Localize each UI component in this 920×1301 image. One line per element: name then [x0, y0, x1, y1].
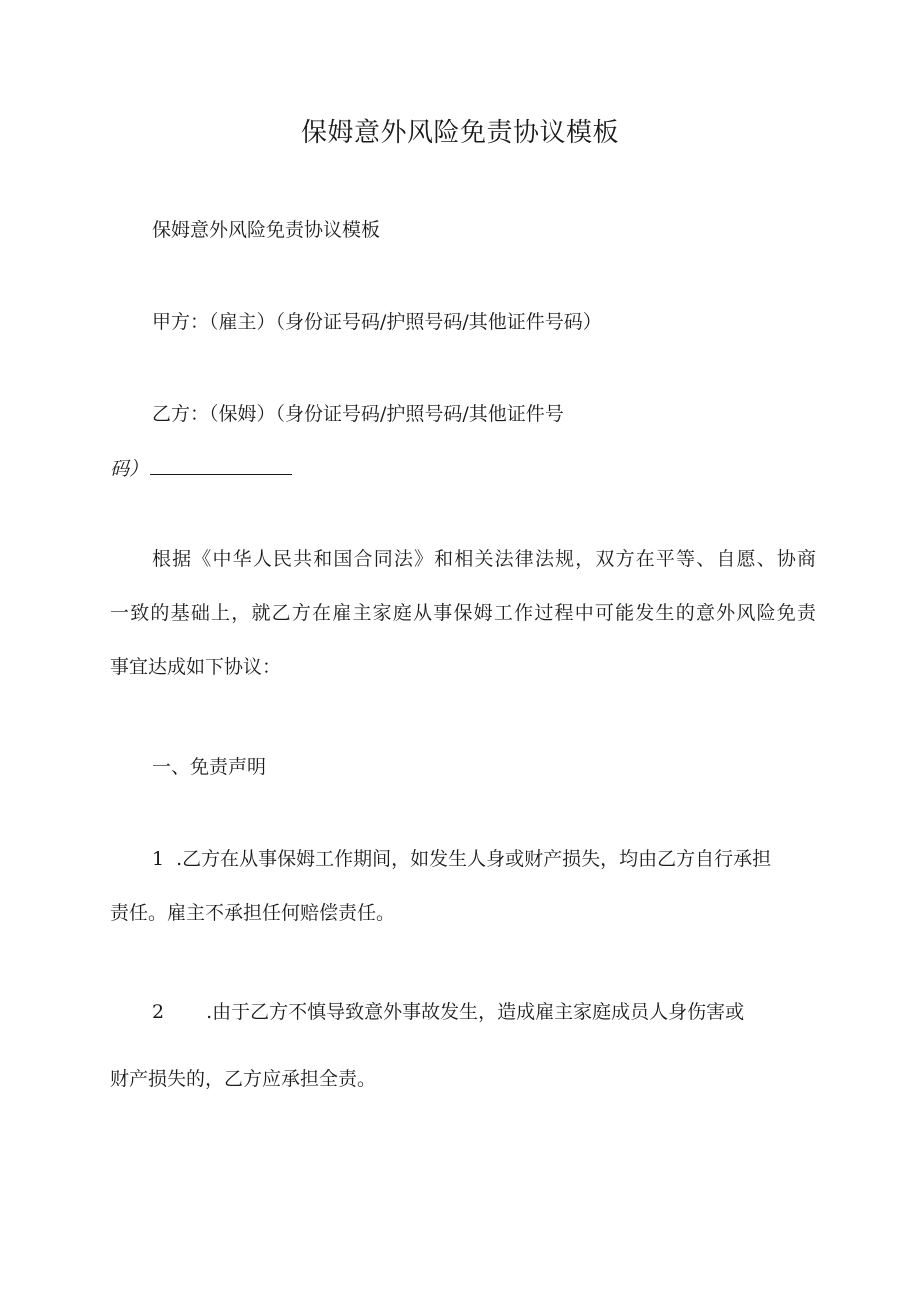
document-title: 保姆意外风险免责协议模板 [300, 118, 619, 148]
clause-1-text: .乙方在从事保姆工作期间，如发生人身或财产损失，均由乙方自行承担 [176, 848, 772, 870]
section-1-heading: 一、免责声明 [152, 756, 267, 778]
clause-2-text: .由于乙方不慎导致意外事故发生，造成雇主家庭成员人身伤害或 [206, 1001, 745, 1023]
party-b-line-continued [110, 456, 292, 481]
clause-2-number: 2 [152, 1001, 165, 1023]
preamble-line-3: 事宜达成如下协议： [110, 656, 282, 678]
party-b-line2-text: 码） [110, 458, 149, 480]
clause-1-number: 1 [152, 848, 165, 870]
signature-blank[interactable] [150, 456, 292, 475]
preamble-line-1: 根据《中华人民共和国合同法》和相关法律法规，双方在平等、自愿、协商 [152, 548, 816, 570]
clause-1-line-2: 责任。雇主不承担任何赔偿责任。 [110, 902, 396, 924]
party-b-line: 乙方：（保姆）（身份证号码/护照号码/其他证件号 [152, 403, 564, 425]
clause-2-line-1 [152, 1000, 744, 1024]
document-subtitle: 保姆意外风险免责协议模板 [152, 219, 381, 241]
clause-1-line-1 [152, 847, 771, 871]
preamble-line-2: 一致的基础上，就乙方在雇主家庭从事保姆工作过程中可能发生的意外风险免责 [110, 602, 816, 624]
party-a-line: 甲方：（雇主）（身份证号码/护照号码/其他证件号码） [152, 311, 602, 333]
clause-2-line-2: 财产损失的，乙方应承担全责。 [110, 1068, 377, 1090]
